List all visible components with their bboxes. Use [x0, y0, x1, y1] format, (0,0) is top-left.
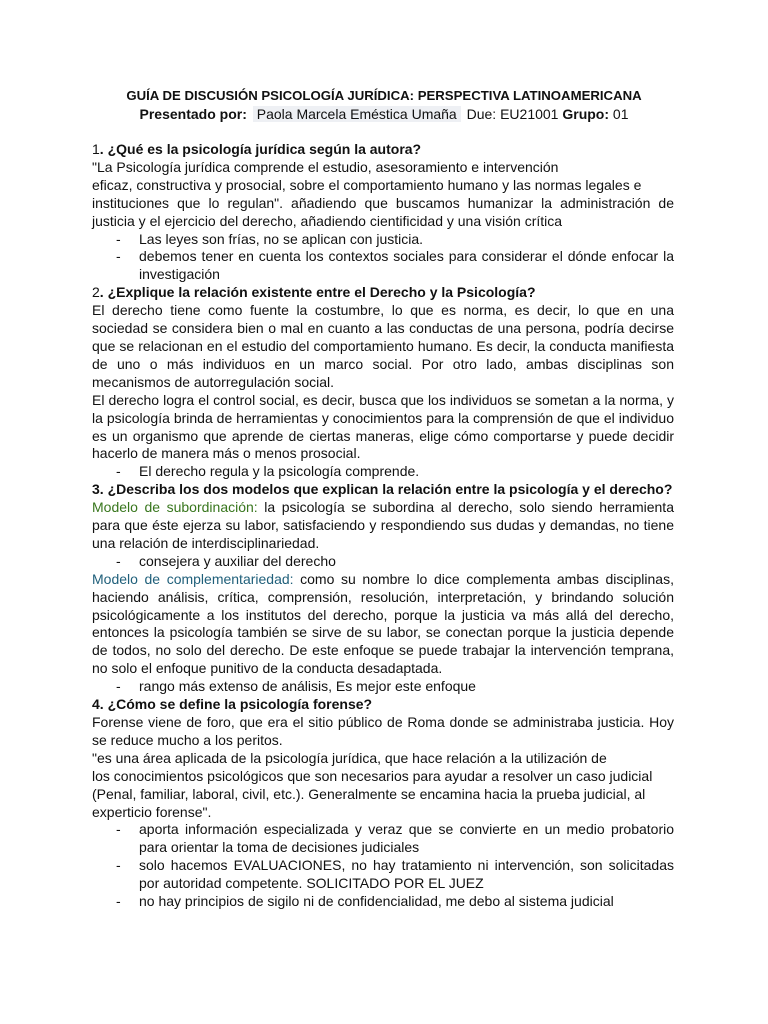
subordination-model-text: la psicología se subordina al derecho, solo siendo herramienta para que éste ejerza su labor, satisfaciendo y respondiendo sus dudas y demandas, no tiene una relación de interdisciplinariedad. [92, 499, 674, 551]
presenter-name: Paola Marcela Eméstica Umaña [253, 106, 461, 122]
q3-subordination-bullets [92, 553, 674, 571]
list-item-text: rango más extenso de análisis, Es mejor este enfoque [139, 678, 476, 695]
document-header [0, 86, 768, 124]
complementarity-model-label: Modelo de complementariedad: [92, 570, 294, 587]
presenter-line [0, 105, 768, 124]
group-label: Grupo: [562, 106, 610, 122]
q4-quote-line-4: experticio forense". [92, 803, 212, 820]
q4-quote-line-3: (Penal, familiar, laboral, civil, etc.). Generalmente se encamina hacia la prueba judicial, al [92, 785, 646, 802]
document-title: GUÍA DE DISCUSIÓN PSICOLOGÍA JURÍDICA: PERSPECTIVA LATINOAMERICANA [126, 88, 642, 103]
list-item-text: debemos tener en cuenta los contextos sociales para considerar el dónde enfocar la investigación [139, 248, 674, 283]
question-number: 4 [92, 696, 100, 713]
question-number: 1 [92, 141, 100, 157]
q3-complementarity-bullets [92, 678, 674, 696]
list-item [92, 821, 674, 857]
list-item [92, 857, 674, 893]
q4-quote-line-2: los conocimientos psicológicos que son necesarios para ayudar a resolver un caso judicial [92, 767, 653, 784]
list-item-text: consejera y auxiliar del derecho [139, 552, 336, 569]
list-item [92, 231, 674, 249]
question-3-heading: 3. ¿Describa los dos modelos que explican la relación entre la psicología y el derecho? [92, 481, 673, 498]
q4-quote-line-1: "es una área aplicada de la psicología jurídica, que hace relación a la utilización de [92, 749, 607, 766]
q2-bullet-list [92, 463, 674, 481]
list-item-text: solo hacemos EVALUACIONES, no hay tratamiento ni intervención, son solicitadas por autoridad competente. SOLICITADO POR EL JUEZ [139, 857, 674, 892]
list-item [92, 553, 674, 571]
dash-bullet: - [116, 552, 121, 569]
question-2-heading [92, 284, 674, 302]
list-item-text: no hay principios de sigilo ni de confidencialidad, me debo al sistema judicial [139, 893, 614, 910]
dash-bullet: - [116, 857, 121, 874]
q1-bullet-list [92, 231, 674, 285]
dash-bullet: - [116, 893, 121, 910]
dash-bullet: - [116, 248, 121, 265]
question-text: . ¿Qué es la psicología jurídica según la autora? [99, 141, 422, 157]
document-body [92, 141, 674, 911]
q4-paragraph-1: Forense viene de foro, que era el sitio público de Roma donde se administraba justicia. Hoy se reduce mucho a los peritos. [92, 714, 674, 748]
list-item [92, 678, 674, 696]
q4-bullet-list [92, 821, 674, 911]
q1-quote-line-2: eficaz, constructiva y prosocial, sobre el comportamiento humano y las normas legales e [92, 176, 642, 193]
dash-bullet: - [116, 821, 121, 838]
list-item [92, 463, 674, 481]
list-item [92, 248, 674, 284]
q2-paragraph-1: El derecho tiene como fuente la costumbre, lo que es norma, es decir, lo que en una sociedad se considera bien o mal en cuanto a las conductas de una persona, podría decirse que se relacionan en el estudio del comportamiento humano. Es decir, la conducta manifiesta de uno o más individuos en un marco social. Por otro lado, ambas disciplinas son mecanismos de autorregulación social. [92, 302, 674, 390]
question-text: . ¿Explique la relación existente entre el Derecho y la Psicología? [99, 284, 536, 301]
question-1-heading [92, 141, 674, 159]
q1-paragraph: instituciones que lo regulan". añadiendo que buscamos humanizar la administración de justicia y el ejercicio del derecho, añadiendo cientificidad y una visión crítica [92, 194, 674, 229]
due-code: Due: EU21001 [466, 106, 559, 122]
subordination-model-label: Modelo de subordinación: [92, 499, 258, 516]
list-item-text: Las leyes son frías, no se aplican con justicia. [139, 230, 424, 247]
question-text: . ¿Cómo se define la psicología forense? [99, 696, 373, 713]
q2-paragraph-2: El derecho logra el control social, es decir, busca que los individuos se sometan a la norma, y la psicología brinda de herramientas y conocimientos para la comprensión de que el individuo es un organismo que aprende de ciertas maneras, elige cómo comportarse y puede decidir hacerlo de manera más o menos prosocial. [92, 391, 674, 462]
list-item-text: aporta información especializada y veraz que se convierte en un medio probatorio para orientar la toma de decisiones judiciales [139, 821, 674, 856]
q1-quote-line-1: "La Psicología jurídica comprende el estudio, asesoramiento e intervención [92, 158, 559, 175]
q3-subordination-paragraph [92, 499, 674, 553]
dash-bullet: - [116, 678, 121, 695]
list-item-text: El derecho regula y la psicología comprende. [139, 463, 420, 480]
q3-complementarity-paragraph [92, 571, 674, 678]
question-4-heading [92, 696, 674, 714]
complementarity-model-text: como su nombre lo dice complementa ambas disciplinas, haciendo análisis, crítica, comprensión, resolución, interpretación, y brindando solución psicológicamente a los institutos del derecho, porque la justicia va más allá del derecho, entonces la psicología también se sirve de su labor, se conectan porque la justicia depende de todos, no solo del derecho. De este enfoque se puede trabajar la intervención temprana, no solo el enfoque punitivo de la conducta desadaptada. [92, 570, 674, 677]
dash-bullet: - [116, 463, 121, 480]
dash-bullet: - [116, 230, 121, 247]
list-item [92, 893, 674, 911]
presented-by-label: Presentado por: [139, 106, 247, 122]
question-number: 2 [92, 284, 100, 301]
group-value: 01 [612, 106, 629, 122]
